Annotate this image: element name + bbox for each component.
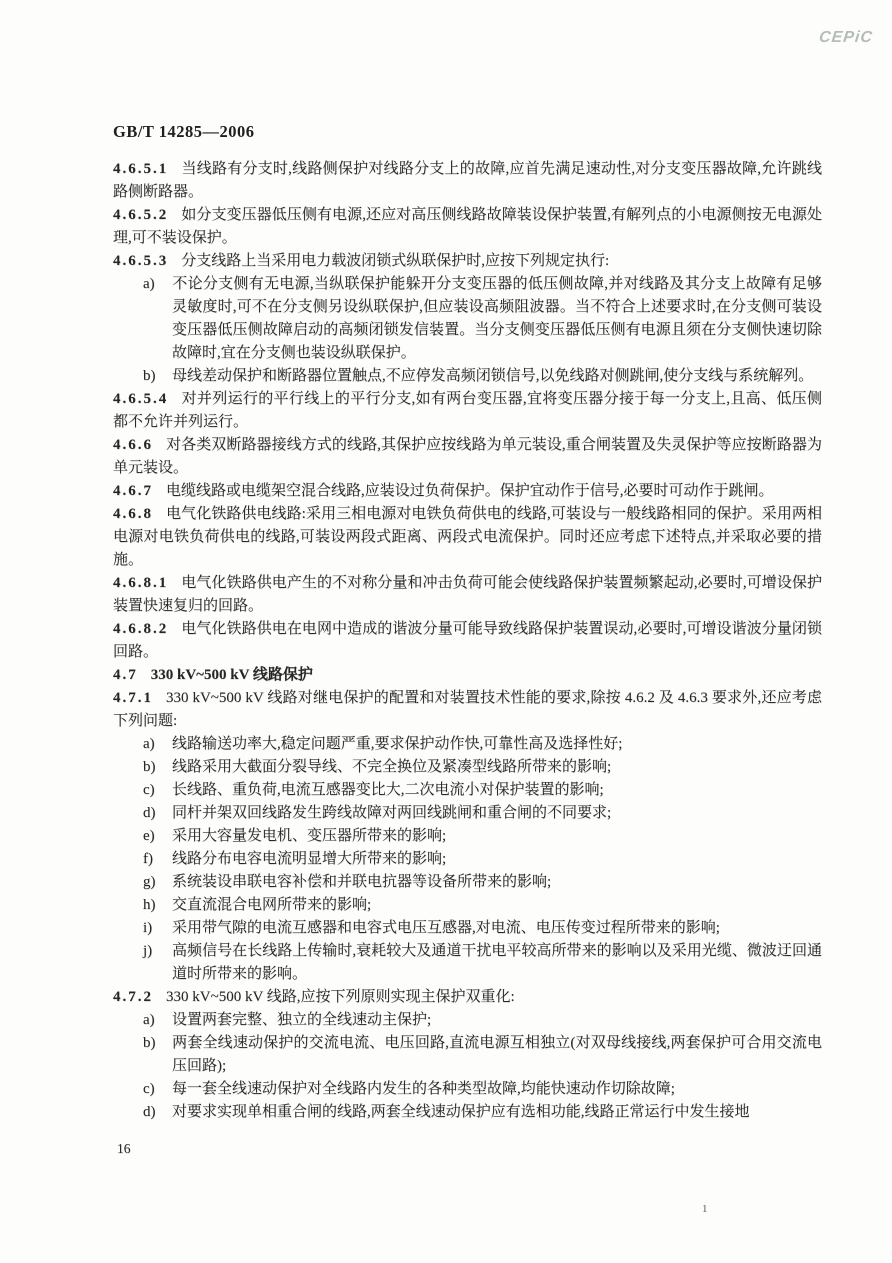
clause-paragraph	[113, 204, 822, 250]
paragraph-text: 设置两套完整、独立的全线速动主保护;	[172, 1012, 432, 1028]
paragraph-text: 对各类双断路器接线方式的线路,其保护应按线路为单元装设,重合闸装置及失灵保护等应按断路器为单元装设。	[113, 437, 822, 476]
item-label: a)	[143, 736, 155, 752]
clause-paragraph	[113, 388, 822, 434]
item-label: b)	[143, 368, 156, 384]
page-number: 16	[117, 1141, 131, 1156]
list-item	[113, 1009, 822, 1032]
paragraph-text: 分支线路上当采用电力载波闭锁式纵联保护时,应按下列规定执行:	[181, 253, 610, 269]
clause-paragraph	[113, 986, 822, 1009]
list-item	[113, 1101, 822, 1124]
clause-paragraph	[113, 434, 822, 480]
clause-number: 4.6.5.2	[113, 207, 169, 223]
list-item	[113, 1032, 822, 1078]
clause-paragraph	[113, 480, 822, 503]
list-item	[113, 1078, 822, 1101]
clause-paragraph	[113, 503, 822, 572]
item-label: g)	[143, 874, 156, 890]
clause-paragraph	[113, 687, 822, 733]
paragraph-text: 对并列运行的平行线上的平行分支,如有两台变压器,宜将变压器分接于每一分支上,且高、低压侧都不允许并列运行。	[113, 391, 822, 430]
clause-number: 4.6.5.3	[113, 253, 169, 269]
paragraph-text: 采用带气隙的电流互感器和电容式电压互感器,对电流、电压传变过程所带来的影响;	[172, 920, 720, 936]
clause-number: 4.6.5.4	[113, 391, 169, 407]
document-body	[113, 158, 822, 1124]
list-item	[113, 894, 822, 917]
clause-paragraph	[113, 158, 822, 204]
item-label: b)	[143, 1035, 156, 1051]
paragraph-text: 如分支变压器低压侧有电源,还应对高压侧线路故障装设保护装置,有解列点的小电源侧按无电源处理,可不装设保护。	[113, 207, 822, 246]
paragraph-text: 330 kV~500 kV 线路对继电保护的配置和对装置技术性能的要求,除按 4.6.2 及 4.6.3 要求外,还应考虑下列问题:	[113, 690, 822, 729]
paragraph-text: 同杆并架双回线路发生跨线故障对两回线跳闸和重合闸的不同要求;	[172, 805, 612, 821]
paragraph-text: 330 kV~500 kV 线路保护	[150, 667, 313, 683]
item-label: d)	[143, 805, 156, 821]
cepic-logo: CEPiC	[818, 29, 874, 46]
item-label: a)	[143, 276, 155, 292]
paragraph-text: 采用大容量发电机、变压器所带来的影响;	[172, 828, 447, 844]
paragraph-text: 两套全线速动保护的交流电流、电压回路,直流电源互相独立(对双母线接线,两套保护可合用交流电压回路);	[172, 1035, 822, 1074]
paragraph-text: 电缆线路或电缆架空混合线路,应装设过负荷保护。保护宜动作于信号,必要时可动作于跳闸。	[166, 483, 774, 499]
item-label: h)	[143, 897, 156, 913]
clause-number: 4.7.1	[113, 690, 153, 706]
list-item	[113, 365, 822, 388]
paragraph-text: 当线路有分支时,线路侧保护对线路分支上的故障,应首先满足速动性,对分支变压器故障,允许跳线路侧断路器。	[113, 161, 822, 200]
paragraph-text: 每一套全线速动保护对全线路内发生的各种类型故障,均能快速动作切除故障;	[172, 1081, 675, 1097]
item-label: a)	[143, 1012, 155, 1028]
clause-number: 4.6.7	[113, 483, 153, 499]
clause-paragraph	[113, 618, 822, 664]
clause-number: 4.7	[113, 667, 138, 683]
list-item	[113, 940, 822, 986]
item-label: d)	[143, 1104, 156, 1120]
clause-number: 4.6.8.2	[113, 621, 169, 637]
list-item	[113, 802, 822, 825]
clause-number: 4.6.8	[113, 506, 153, 522]
section-heading	[113, 664, 822, 687]
paragraph-text: 长线路、重负荷,电流互感器变比大,二次电流小对保护装置的影响;	[172, 782, 604, 798]
clause-number: 4.7.2	[113, 989, 153, 1005]
clause-number: 4.6.8.1	[113, 575, 169, 591]
paragraph-text: 线路采用大截面分裂导线、不完全换位及紧凑型线路所带来的影响;	[172, 759, 612, 775]
item-label: c)	[143, 1081, 155, 1097]
paragraph-text: 系统装设串联电容补偿和并联电抗器等设备所带来的影响;	[172, 874, 552, 890]
paragraph-text: 交直流混合电网所带来的影响;	[172, 897, 372, 913]
document-number: GB/T 14285—2006	[113, 122, 255, 141]
item-label: b)	[143, 759, 156, 775]
paragraph-text: 电气化铁路供电线路:采用三相电源对电铁负荷供电的线路,可装设与一般线路相同的保护。采用两相电源对电铁负荷供电的线路,可装设两段式距离、两段式电流保护。同时还应考虑下述特点,并采取必要的措施。	[113, 506, 822, 568]
clause-paragraph	[113, 250, 822, 273]
item-label: j)	[143, 943, 153, 959]
paragraph-text: 高频信号在长线路上传输时,衰耗较大及通道干扰电平较高所带来的影响以及采用光缆、微波迂回通道时所带来的影响。	[172, 943, 822, 982]
item-label: f)	[143, 851, 153, 867]
item-label: c)	[143, 782, 155, 798]
list-item	[113, 871, 822, 894]
item-label: e)	[143, 828, 155, 844]
list-item	[113, 825, 822, 848]
list-item	[113, 848, 822, 871]
paragraph-text: 电气化铁路供电产生的不对称分量和冲击负荷可能会使线路保护装置频繁起动,必要时,可增设保护装置快速复归的回路。	[113, 575, 822, 614]
list-item	[113, 733, 822, 756]
clause-number: 4.6.5.1	[113, 161, 169, 177]
clause-paragraph	[113, 572, 822, 618]
paragraph-text: 线路分布电容电流明显增大所带来的影响;	[172, 851, 447, 867]
list-item	[113, 779, 822, 802]
list-item	[113, 273, 822, 365]
paragraph-text: 330 kV~500 kV 线路,应按下列原则实现主保护双重化:	[166, 989, 515, 1005]
paragraph-text: 母线差动保护和断路器位置触点,不应停发高频闭锁信号,以免线路对侧跳闸,使分支线与系统解列。	[172, 368, 814, 384]
list-item	[113, 917, 822, 940]
item-label: i)	[143, 920, 153, 936]
paragraph-text: 线路输送功率大,稳定问题严重,要求保护动作快,可靠性高及选择性好;	[172, 736, 623, 752]
paragraph-text: 对要求实现单相重合闸的线路,两套全线速动保护应有选相功能,线路正常运行中发生接地	[172, 1104, 750, 1120]
paragraph-text: 电气化铁路供电在电网中造成的谐波分量可能导致线路保护装置误动,必要时,可增设谐波分量闭锁回路。	[113, 621, 822, 660]
list-item	[113, 756, 822, 779]
paragraph-text: 不论分支侧有无电源,当纵联保护能躲开分支变压器的低压侧故障,并对线路及其分支上故障有足够灵敏度时,可不在分支侧另设纵联保护,但应装设高频阻波器。当不符合上述要求时,在分支侧可装设变压器低压侧故障启动的高频闭锁发信装置。当分支侧变压器低压侧有电源且须在分支侧快速切除故障时,宜在分支侧也装设纵联保护。	[172, 276, 822, 361]
scan-artifact-mark: 1	[702, 1203, 708, 1215]
clause-number: 4.6.6	[113, 437, 153, 453]
